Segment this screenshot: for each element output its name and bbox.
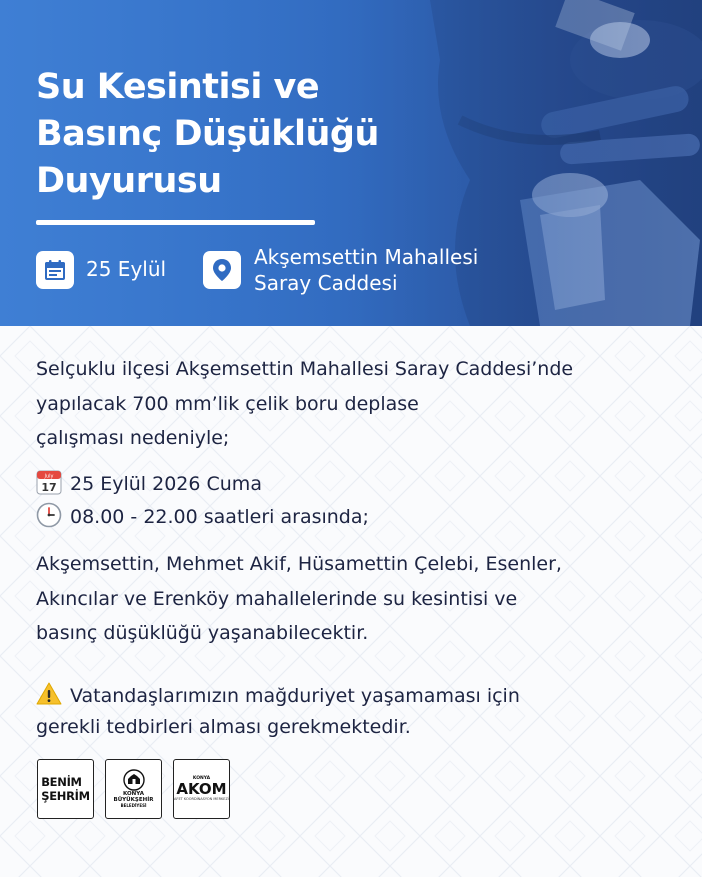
buyuksehir-text: BÜYÜKŞEHİR <box>113 797 154 803</box>
title-line: Su Kesintisi ve <box>36 67 320 107</box>
intro-line: Selçuklu ilçesi Akşemsettin Mahallesi Saray Caddesi’nde <box>36 358 574 380</box>
location-line: Akşemsettin Mahallesi <box>254 245 479 269</box>
sehrim-text: ŞEHRİM <box>41 789 90 803</box>
map-pin-icon <box>203 251 241 289</box>
clock-emoji-icon <box>36 502 62 528</box>
calendar-icon <box>36 251 74 289</box>
akom-logo <box>173 759 230 819</box>
konya-text: KONYA <box>122 791 144 797</box>
calendar-emoji-day: 17 <box>41 481 57 494</box>
benim-sehrim-logo <box>37 759 94 819</box>
schedule-time-text: 08.00 - 22.00 saatleri arasında; <box>70 506 369 528</box>
affected-line: Akşemsettin, Mehmet Akif, Hüsamettin Çelebi, Esenler, <box>36 553 562 575</box>
location-line: Saray Caddesi <box>254 271 398 295</box>
konya-buyuksehir-logo <box>105 759 162 819</box>
header-date: 25 Eylül <box>86 257 167 281</box>
akom-konya-text: KONYA <box>192 776 211 781</box>
intro-line: yapılacak 700 mm’lik çelik boru deplase <box>36 393 419 415</box>
title-underline <box>36 220 315 225</box>
intro-line: çalışması nedeniyle; <box>36 427 230 449</box>
header-location <box>254 244 478 296</box>
announcement-title <box>36 64 456 205</box>
calendar-emoji-month: July <box>44 473 54 480</box>
header-banner <box>0 0 702 326</box>
warning-line: gerekli tedbirleri alması gerekmektedir. <box>36 716 411 738</box>
konya-seal-icon <box>121 769 147 791</box>
affected-line: Akıncılar ve Erenköy mahallelerinde su kesintisi ve <box>36 588 518 610</box>
schedule-date <box>36 469 262 500</box>
warning-emoji-icon <box>36 681 62 707</box>
warning-text: Vatandaşlarımızın mağduriyet yaşamaması için <box>70 685 520 707</box>
belediyesi-text: BELEDİYESİ <box>120 803 147 808</box>
schedule-date-text: 25 Eylül 2026 Cuma <box>70 473 262 495</box>
title-line: Basınç Düşüklüğü <box>36 114 379 154</box>
warning-line <box>36 681 520 712</box>
benim-sehrim-text <box>41 775 90 803</box>
benim-text: BENİM <box>41 775 82 789</box>
affected-line: basınç düşüklüğü yaşanabilecektir. <box>36 622 369 644</box>
calendar-emoji-icon <box>36 469 62 495</box>
title-line: Duyurusu <box>36 161 222 201</box>
akom-name: AKOM <box>176 780 227 798</box>
akom-subtitle: AFET KOORDİNASYON MERKEZİ <box>174 797 229 801</box>
schedule-time <box>36 502 369 533</box>
